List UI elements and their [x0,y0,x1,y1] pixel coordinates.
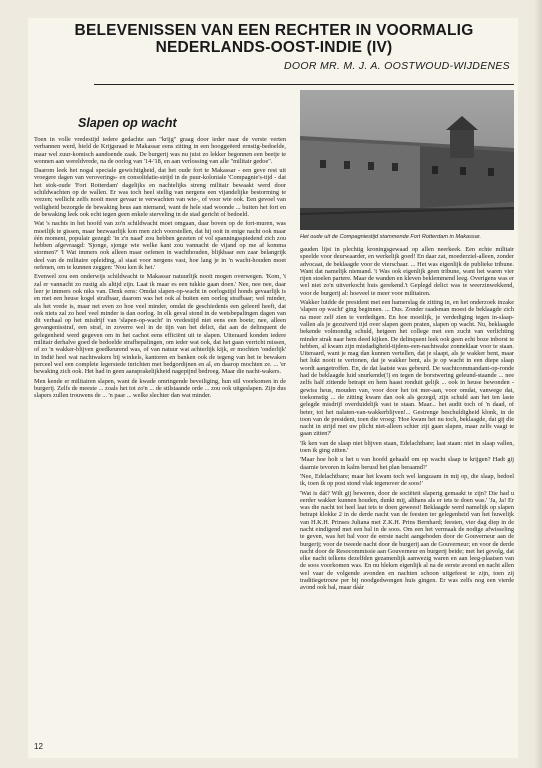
left-paragraph: Daarom leek het nogal speciale gewichtigheid, dat het oude fort te Makassar - een geve rest uit vroegere dagen van veroverings- en consolidatie-strijd in de puur-koloniale 'Compagnie's-tijd - dat het stok-oude 'Fort Rotterdam' dagelijks en nachtelijks streng militair bewaakt werd door schildwachten op de wallen. Er was toch heel stellig van nergens een vijandelijke bestorming te vrezen; wellicht zelfs nooit meer gevaar te verwachten van wie-, of voor wie ook. Een gevoel van veiligheid bezorgde de bewaking heus aan niemand, want de hele stad woonde ... buiten het fort en de bewaking leek ook echt tegen geen enkele sterveling in de stad gericht of bedoeld. [34,167,286,218]
left-paragraph: Men kende er militairen slapen, want de kwade omringende beveiliging, hun stil voorkomen in de burgerij. Zelfs de meeste ... zoals het tot zo'n ... de stilstaande orde ... zou ook uitgeslapen. Zijn dus slapers zullen trouwens de ... 'n paar ... welke slechter dan wat minder. [34,377,286,400]
right-paragraph: 'Wat is dát? Wilt gij beweren, door de sociëteit slaperig gemaakt te zijn? Die had u eerder wakker kunnen houden, dunkt mij, althans als er iets te doen was.' 'Ja, Ja! Er was die nacht tot heel laat iets te doen geweest! Beklaagde werd namelijk op slapen betrapt klokke 2 in de derde nacht van de feesten ter gelegenheid van het huwelijk van H.K.H. Prinses Juliana met Z.K.H. Prins Bernhard; feesten, vier dag diep in de nacht eindigend met een bal in de soos. Om een het vermaak de nodige afwisseling te geven, was het bal voor de eerste nacht aangeboden door de Gouverneur aan de burgerij; voor de tweede nacht door de burgerij aan de Gouverneur; en voor de derde nacht door de Resocommissie aan Gouverneur en burgerij beide; met het gevolg, dat elke nacht telkens dezelfden gezamenlijk aanwezig waren en aan leeg-plaatsen van de soos voorkomen was. En nu bleken eigenlijk al na de eerste avond en nacht allen wel vaar de volgende avonden en nachten schoon uitgefeest te zijn, toen zij traditiegetrouw per bij noodgedwongen huis gingen. Er was zelfs nog een vierde avond ook bal, maar dáár [300,489,514,592]
left-paragraph: Evenwel zou een onderwijs schildwacht te Makassar natuurlijk nooit mogen overwegen. 'Kom, 't zal er vannacht zo rustig als altijd zijn. Laat ik maar es een tukkie gaan doen.' Nee, nee nee, daar leer je immers ook niks van. Denk eens: Omdat slapen-op-wacht in oorlogstijd honds gevaarlijk is en met een heuse kogel strafbaar, daarom was het ook al buiten een oorlog strafbaar; wel minder, als het vrede is, maar net even zo hoe veel minder, omdat de geschiedenis een geleerd heeft, dat ook niets zal zo heel veel minder is dan oorlog. In elk geval stond in de wetsbepalingen dagen van dit verhaal op het misdrijf van 'slapen-op-wacht' in vredestijd niet eens een boete; nee, alleen gevangenisstraf, een straf, in zoverre wel in de tijn van het delict, dat aan de delinquent de gelegenheid werd gegeven om in het cachot eens efficiënt uit te slapen. Uiteraard konden iedere militair derhalve goed de bedoelde strafbepalingen, om ieder wat ook, dat het gaan verricht missen, of zo 'n wakker-blijven goedkeurend was, of van natuur wat achterlijk kijk, er mochten 'onderlijk' in Indië heel wat nachtwakers bij winkels, kantoren en banken ook de tegeng van het te bewaken perceel wel een complete legerstede inrichten met bedgordijnen en al, en daarop mochten ze. ... 'er bewaking zich ook. Het had in geen aansprakelijkheid nagepijnd bedroeg. Maar die nacht-wakers. [34,273,286,376]
article-title [34,22,514,56]
right-text-column [300,246,514,739]
fort-photo [300,90,514,230]
page-edge-shadow [534,0,542,768]
magazine-page [28,18,518,758]
left-paragraph: Toen in volle vredestijd iedere gedachte aan "krijg" graag door ieder naar de verste verten verbannen werd, hield de Krijgsraad te Makassar eens zitting in een hooggeëerd ernstig-bedoelde, maar wel zuur-komisch aandoende zaak. De burgerij was nu juist zo lekker begonnen een beetje te wonnen aan wereldvrede, na de oorlog van '14-'18, en aan verlossing van alle "militair gedoe". [34,136,286,165]
right-paragraph: Wakker luidde de president met een hamerslag de zitting in, en het onderzoek inzake 'slapen op wacht' ging beginnen. ... Dus. Zonder raadsman moest de beklaagde zich na meer zelf zien te verdedigen. En hoe moeilijk, je verdediging tegen in-slaap-vallen als je gezuiverd tijd over slapen geen praten, slapen op wacht. Nu, beklaagde bekende volmondig schuld, hetgeen het college met een zucht van verlichting minder strak naar hem deed kijken. De delinquent leek ook geen echt boze inborst te hebben, al kwam zijn misdadigheid-tijdens-een-nachtwake zonneklaar voor te staan. Uiteraard, want je mag dan kunnen vertellen, dat je slaapt, als je wakker bent, maar het lukt nooit te vertonen, dat je wakker bent, als je op wacht in een diepe slaap wordt aangetroffen. En, de dat laatste was gebeurd. De wachtcommandant-op-ronde had de beklaagde luid snurkende(!) en tegen de borstwering geleund-staande ... nee zelfs half zittende betrapt en hem haast ronduit gelijk ... ook in heuse bewonden - gewiss heus, mouden van, voor door het tot mer-aan, voor omdat, vanwege dat, toekomstig ... de zitting kwam dan ook als gezegd, zijn schuld aan het ten laste gelegde misdrijf overduidelijk vast te staan. Maar... het audit toch of 'n daad, of beter, tot het nalaten-van-wakkerblijven!... Gestrenge beschuldigheid klonk, in de toon van de president, toen die vroeg: 'Hoe kwam het nu toch, beklaagde, dat gij die nacht in strijd met uw plicht niet-alleen schier zijt gaan slapen, maar zelfs vaagt te gaan zitten?' [300,299,514,438]
right-paragraph: gauden lijst in plechtig kroningsgewaad op allen neerkeek. Een echte militair speelde voor deurwaarder, en werkelijk goed! En daar zat, moederziel-alleen, zonder advocaat, de beklaagde voor de vierschaar. ... Het was eigenlijk de publieke tribune. Want dat namelijk niemand. 't Was ook eigenlijk geen tribune, want het waren vier rijen stoelen partere. Maar de wanden en kleven beklemmend leeg. Overigens was er wel niet zo'n uitverkocht huis gerekend.'t Geplegd delict was te weerzinwekkend, voor de burgerij al: hoeveel te meer voor militairen. [300,246,514,297]
left-text-column [34,136,286,739]
right-paragraph: 'Ik ken van de slaap niet blijven staan, Edelachtbare; laat staan: niet in slaap vallen, toen ik ging zitten.' [300,439,514,455]
photo-caption: Het oude uit de Compagniestijd stammende Fort Rotterdam in Makassar. [300,234,482,240]
page-number: 12 [34,742,43,751]
left-paragraph: Wat 's nachts in het hoofd van zo'n schildwacht moet omgaan, daar boven op de fort-muren, was moeilijk te gissen, maar bezwaarlijk kon men zich voorstellen, dat hij ooit in enige nacht ook maar één moment, populair gezegd: 'in z'n naad' zou hebben gezeten of vol spanningsspiedend zich zou hebben afgevraagd: 'Sjonge, sjonge wie welke kant zou vannacht de vijand op me af komma stormen?' 'I Wat immers ook alleen maar oefenen in wachthouden, blijkbaar een zaar belangrijk deel van de militaire opleiding, al staat voor nergens vast, hoe lang je in 'n wacht-houden moet oefenen, om te kunnen zeggen: 'Nou ken ik het.' [34,220,286,272]
right-paragraph: 'Nee, Edelachtbare; maar het kwam toch wel langzaam in mij op, die slaap, bedoel ik, toen ik op post stond vlak tegenover de soos!' [300,472,514,488]
section-title: Slapen op wacht [78,116,177,130]
title-line-1: BELEVENISSEN VAN EEN RECHTER IN VOORMALIG [74,22,474,39]
fort-photo-image [300,90,514,230]
right-paragraph: 'Maar hoe holt u het u van hoofd gehaald om op wacht slaap te krijgen? Hadt gij daarnie tevoren in kalm berusd het plan beraamd?' [300,456,514,471]
title-line-2: NEDERLANDS-OOST-INDIE (IV) [155,39,393,56]
author-byline: DOOR MR. M. J. A. OOSTWOUD-WIJDENES [284,60,510,72]
header-rule [94,84,514,85]
